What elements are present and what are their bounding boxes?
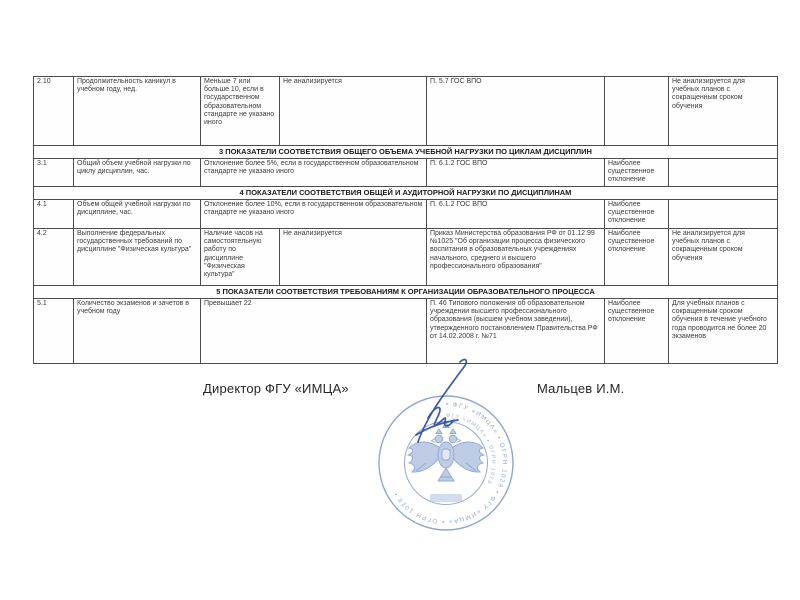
cell-number: 4.2 xyxy=(34,229,74,286)
cell-note: Не анализируется для учебных планов с сокращенным сроком обучения xyxy=(669,77,778,146)
section-header-4 xyxy=(34,187,778,200)
section-title: 3 ПОКАЗАТЕЛИ СООТВЕТСТВИЯ ОБЩЕГО ОБЪЕМА УЧЕБНОЙ НАГРУЗКИ ПО ЦИКЛАМ ДИСЦИПЛИН xyxy=(34,146,778,159)
cell-criterion-a: Меньше 7 или больше 10, если в государственном образовательном стандарте не указано иного xyxy=(201,77,280,146)
cell-number: 2.10 xyxy=(34,77,74,146)
cell-deviation: Наиболее существенное отклонение xyxy=(605,159,669,187)
table-row-2-10 xyxy=(34,77,778,146)
cell-number: 4.1 xyxy=(34,200,74,229)
cell-indicator-name: Общий объем учебной нагрузки по циклу дисциплин, час. xyxy=(74,159,201,187)
table-row-4-1 xyxy=(34,200,778,229)
cell-note: Не анализируется для учебных планов с сокращенным сроком обучения xyxy=(669,229,778,286)
cell-indicator-name: Продолжительность каникул в учебном году, нед. xyxy=(74,77,201,146)
cell-criterion: Отклонение более 10%, если в государственном образовательном стандарте не указано иного xyxy=(201,200,427,229)
cell-basis: П. 6.1.2 ГОС ВПО xyxy=(427,159,605,187)
stamp-ring-text-outer: • ФГУ «ИМЦА» • ОГРН 1028 • ФГУ «ИМЦА» • ОГРН 1028 • xyxy=(392,400,509,526)
cell-number: 3.1 xyxy=(34,159,74,187)
cell-deviation: Наиболее существенное отклонение xyxy=(605,229,669,286)
cell-number: 5.1 xyxy=(34,299,74,364)
handwritten-signature-icon xyxy=(398,356,488,456)
stamp-bottom-smudge xyxy=(430,494,462,502)
cell-indicator-name: Выполнение федеральных государственных требований по дисциплине "Физическая культура" xyxy=(74,229,201,286)
cell-note xyxy=(669,159,778,187)
section-header-3 xyxy=(34,146,778,159)
section-title: 5 ПОКАЗАТЕЛИ СООТВЕТСТВИЯ ТРЕБОВАНИЯМ К ОРГАНИЗАЦИИ ОБРАЗОВАТЕЛЬНОГО ПРОЦЕССА xyxy=(34,286,778,299)
table-row-4-2 xyxy=(34,229,778,286)
signer-name-label: Мальцев И.М. xyxy=(537,381,625,396)
cell-deviation: Наиболее существенное отклонение xyxy=(605,299,669,364)
cell-note: Для учебных планов с сокращенным сроком обучения в течение учебного года проводится не более 20 экзаменов xyxy=(669,299,778,364)
cell-deviation: Наиболее существенное отклонение xyxy=(605,200,669,229)
cell-basis: Приказ Министерства образования РФ от 01.12.99 №1025 "Об организации процесса физического воспитания в образовательных учреждениях начального, среднего и высшего профессионального образования" xyxy=(427,229,605,286)
section-title: 4 ПОКАЗАТЕЛИ СООТВЕТСТВИЯ ОБЩЕЙ И АУДИТОРНОЙ НАГРУЗКИ ПО ДИСЦИПЛИНАМ xyxy=(34,187,778,200)
compliance-table xyxy=(33,76,778,364)
cell-criterion-b: Не анализируется xyxy=(280,77,427,146)
cell-note xyxy=(669,200,778,229)
cell-basis: П. 46 Типового положения об образовательном учреждении высшего профессионального образования (высшем учебном заведении), утвержденного постановлением Правительства РФ от 14.02.2008 г. №71 xyxy=(427,299,605,364)
cell-basis: П. 6.1.2 ГОС ВПО xyxy=(427,200,605,229)
cell-basis: П. 5.7 ГОС ВПО xyxy=(427,77,605,146)
cell-indicator-name: Количество экзаменов и зачетов в учебном году xyxy=(74,299,201,364)
cell-criterion-a: Наличие часов на самостоятельную работу по дисциплине "Физическая культура" xyxy=(201,229,280,286)
cell-criterion: Отклонение более 5%, если в государственном образовательном стандарте не указано иного xyxy=(201,159,427,187)
section-header-5 xyxy=(34,286,778,299)
table-row-3-1 xyxy=(34,159,778,187)
cell-indicator-name: Объем общей учебной нагрузки по дисциплине, час. xyxy=(74,200,201,229)
stamp-ring-text-inner: ФГУ «ИМЦА» • ОГРН 1028 xyxy=(445,412,497,486)
cell-criterion-b: Не анализируется xyxy=(280,229,427,286)
table-row-5-1 xyxy=(34,299,778,364)
cell-criterion: Превышает 22 xyxy=(201,299,427,364)
director-title-label: Директор ФГУ «ИМЦА» xyxy=(203,381,349,396)
cell-deviation xyxy=(605,77,669,146)
